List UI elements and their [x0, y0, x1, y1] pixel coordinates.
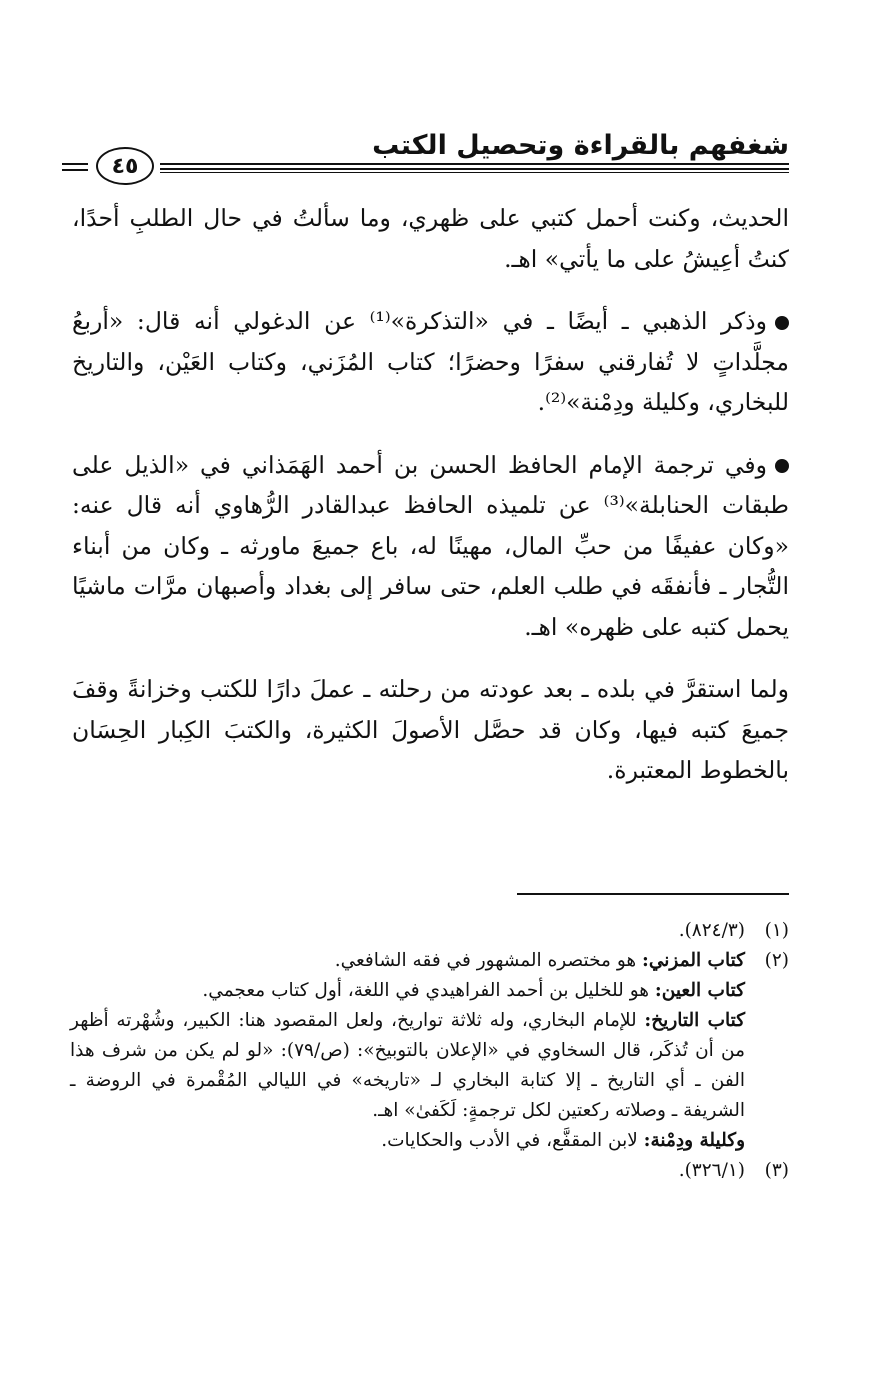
page-number: ٤٥: [96, 147, 154, 185]
footnote-number: (٣): [764, 1160, 789, 1181]
paragraph-1: الحديث، وكنت أحمل كتبي على ظهري، وما سألتُ في حال الطلبِ أحدًا، كنتُ أعِيشُ على ما يأتي» اهـ.: [72, 204, 789, 273]
footnote-term: كتاب العين:: [654, 980, 745, 1001]
footnote-number: (١): [764, 920, 789, 941]
main-text: [72, 198, 789, 813]
footnote-term: كتاب المزني:: [642, 950, 745, 971]
header-rule-short: [62, 163, 88, 175]
footnote-term: وكليلة ودِمْنة:: [643, 1130, 745, 1151]
header-rule: [160, 163, 789, 173]
footnote-3: [70, 1156, 789, 1186]
paragraph-3: [72, 445, 789, 648]
paragraph-2-text: وذكر الذهبي ـ أيضًا ـ في «التذكرة»⁽¹⁾ عن الدغولي أنه قال: «أربعُ مجلَّداتٍ لا تُفارقني سفرًا وحضرًا؛ كتاب المُزَني، وكتاب العَيْن، والتاريخ للبخاري، وكليلة ودِمْنة»⁽²⁾.: [72, 307, 789, 416]
paragraph-4: ولما استقرَّ في بلده ـ بعد عودته من رحلته ـ عملَ دارًا للكتب وخزانةً وقفَ جميعَ كتبه فيها، وكان قد حصَّل الأصولَ الكثيرة، والكتبَ الكِبار الحِسَان بالخطوط المعتبرة.: [72, 675, 789, 784]
bullet-icon: [775, 459, 789, 473]
running-title: شغفهم بالقراءة وتحصيل الكتب: [372, 130, 789, 161]
footnote-text: هو مختصره المشهور في فقه الشافعي.: [334, 950, 643, 971]
footnotes: [70, 916, 789, 1186]
bullet-icon: [775, 316, 789, 330]
footnote-term: كتاب التاريخ:: [644, 1010, 746, 1031]
footnote-number: (٢): [764, 950, 789, 971]
footnote-text: لابن المقفَّع، في الأدب والحكايات.: [381, 1130, 644, 1151]
paragraph-2: [72, 301, 789, 423]
paragraph-3-text: وفي ترجمة الإمام الحافظ الحسن بن أحمد الهَمَذاني في «الذيل على طبقات الحنابلة»⁽³⁾ عن تلميذه الحافظ عبدالقادر الرُّهاوي أنه قال عنه: «وكان عفيفًا من حبِّ المال، مهينًا له، باع جميعَ ماورثه ـ وكان من أبناء التُّجار ـ فأنفقَه في طلب العلم، حتى سافر إلى بغداد وأصبهان مرَّات ماشيًا يحمل كتبه على ظهره» اهـ.: [72, 450, 789, 641]
footnote-text: هو للخليل بن أحمد الفراهيدي في اللغة، أول كتاب معجمي.: [202, 980, 655, 1001]
footnote-text: (٣٢٦/١).: [678, 1160, 745, 1181]
footnote-text: للإمام البخاري، وله ثلاثة تواريخ، ولعل المقصود هنا: الكبير، وشُهْرته أظهر من أن تُذكَر، قال السخاوي في «الإعلان بالتوبيخ»: (ص/٧٩): «لو لم يكن من شرف هذا الفن ـ أي التاريخ ـ إلا كتابة البخاري لـ «تاريخه» في الليالي المُقْمرة في الروضة ـ الشريفة ـ وصلاته ركعتين لكل ترجمةٍ: لَكَفىٰ» اهـ.: [70, 1010, 745, 1121]
footnote-2: [70, 946, 789, 1156]
footnote-text: (٨٢٤/٣).: [678, 920, 745, 941]
footnote-1: [70, 916, 789, 946]
footnote-separator: [517, 893, 789, 895]
